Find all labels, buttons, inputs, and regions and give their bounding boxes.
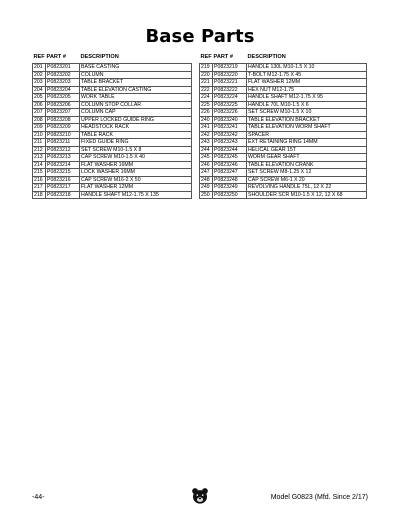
ref-cell: 210 bbox=[33, 131, 46, 139]
ref-cell: 250 bbox=[200, 191, 213, 199]
ref-cell: 224 bbox=[200, 94, 213, 102]
description-cell: HEADSTOCK RACK bbox=[80, 124, 192, 132]
part-number-cell: P0823214 bbox=[46, 161, 80, 169]
part-number-cell: P0823216 bbox=[46, 176, 80, 184]
description-cell: FLAT WASHER 16MM bbox=[80, 161, 192, 169]
table-row bbox=[200, 64, 367, 72]
ref-cell: 240 bbox=[200, 116, 213, 124]
ref-cell: 243 bbox=[200, 139, 213, 147]
ref-cell: 205 bbox=[33, 94, 46, 102]
part-number-cell: P0823211 bbox=[46, 139, 80, 147]
part-number-cell: P0823207 bbox=[46, 109, 80, 117]
part-number-cell: P0823215 bbox=[46, 169, 80, 177]
description-cell: TABLE ELEVATION CRANK bbox=[247, 161, 367, 169]
description-cell: TABLE RACK bbox=[80, 131, 192, 139]
table-row bbox=[33, 64, 192, 72]
part-number-cell: P0823225 bbox=[213, 101, 247, 109]
parts-table-right bbox=[199, 53, 367, 199]
part-number-cell: P0823202 bbox=[46, 71, 80, 79]
part-number-cell: P0823217 bbox=[46, 184, 80, 192]
ref-cell: 204 bbox=[33, 86, 46, 94]
ref-cell: 207 bbox=[33, 109, 46, 117]
ref-cell: 214 bbox=[33, 161, 46, 169]
part-number-header: PART # bbox=[46, 54, 66, 61]
part-number-cell: P0823203 bbox=[46, 79, 80, 87]
table-header-row bbox=[33, 53, 192, 64]
part-number-cell: P0823201 bbox=[46, 64, 80, 72]
table-row bbox=[200, 154, 367, 162]
table-row bbox=[33, 184, 192, 192]
ref-cell: 212 bbox=[33, 146, 46, 154]
ref-header: REF bbox=[200, 54, 212, 61]
part-number-cell: P0823222 bbox=[213, 86, 247, 94]
table-row bbox=[200, 71, 367, 79]
description-cell: FIXED GUIDE RING bbox=[80, 139, 192, 147]
ref-cell: 226 bbox=[200, 109, 213, 117]
part-number-cell: P0823250 bbox=[213, 191, 247, 199]
ref-cell: 215 bbox=[33, 169, 46, 177]
table-row bbox=[200, 191, 367, 199]
description-cell: SET SCREW M8-1.25 X 12 bbox=[247, 169, 367, 177]
ref-cell: 225 bbox=[200, 101, 213, 109]
description-cell: FLAT WASHER 12MM bbox=[80, 184, 192, 192]
table-row bbox=[33, 146, 192, 154]
ref-cell: 248 bbox=[200, 176, 213, 184]
table-row bbox=[200, 176, 367, 184]
part-number-cell: P0823206 bbox=[46, 101, 80, 109]
description-cell: COLUMN STOP COLLAR bbox=[80, 101, 192, 109]
part-number-cell: P0823249 bbox=[213, 184, 247, 192]
table-row bbox=[33, 94, 192, 102]
part-number-cell: P0823208 bbox=[46, 116, 80, 124]
part-number-header: PART # bbox=[213, 54, 233, 61]
part-number-cell: P0823205 bbox=[46, 94, 80, 102]
table-row bbox=[200, 94, 367, 102]
part-number-cell: P0823219 bbox=[213, 64, 247, 72]
ref-cell: 211 bbox=[33, 139, 46, 147]
description-cell: TABLE ELEVATION BRACKET bbox=[247, 116, 367, 124]
table-row bbox=[33, 176, 192, 184]
table-row bbox=[200, 131, 367, 139]
part-number-cell: P0823209 bbox=[46, 124, 80, 132]
table-row bbox=[33, 101, 192, 109]
table-row bbox=[200, 146, 367, 154]
bear-logo-icon bbox=[191, 487, 209, 505]
part-number-cell: P0823212 bbox=[46, 146, 80, 154]
description-cell: TABLE ELEVATION CASTING bbox=[80, 86, 192, 94]
description-cell: LOCK WASHER 16MM bbox=[80, 169, 192, 177]
ref-header: REF bbox=[33, 54, 45, 61]
description-cell: COLUMN CAP bbox=[80, 109, 192, 117]
ref-cell: 206 bbox=[33, 101, 46, 109]
page-title: Base Parts bbox=[145, 26, 255, 47]
ref-cell: 245 bbox=[200, 154, 213, 162]
parts-table-left bbox=[32, 53, 192, 199]
part-number-cell: P0823242 bbox=[213, 131, 247, 139]
table-row bbox=[200, 79, 367, 87]
ref-cell: 217 bbox=[33, 184, 46, 192]
description-cell: HANDLE SHAFT M12-1.75 X 95 bbox=[247, 94, 367, 102]
part-number-cell: P0823243 bbox=[213, 139, 247, 147]
description-cell: HANDLE 130L M10-1.5 X 10 bbox=[247, 64, 367, 72]
table-row bbox=[33, 71, 192, 79]
part-number-cell: P0823204 bbox=[46, 86, 80, 94]
ref-cell: 203 bbox=[33, 79, 46, 87]
description-cell: SHOULDER SCR M10-1.5 X 12, 12 X 68 bbox=[247, 191, 367, 199]
ref-cell: 242 bbox=[200, 131, 213, 139]
description-cell: CAP SCREW M10-1.5 X 40 bbox=[80, 154, 192, 162]
description-cell: CAP SCREW M16-2 X 50 bbox=[80, 176, 192, 184]
description-cell: HEX NUT M12-1.75 bbox=[247, 86, 367, 94]
table-row bbox=[200, 161, 367, 169]
table-row bbox=[200, 184, 367, 192]
part-number-cell: P0823221 bbox=[213, 79, 247, 87]
ref-cell: 213 bbox=[33, 154, 46, 162]
part-number-cell: P0823210 bbox=[46, 131, 80, 139]
ref-cell: 244 bbox=[200, 146, 213, 154]
table-row bbox=[200, 124, 367, 132]
part-number-cell: P0823241 bbox=[213, 124, 247, 132]
description-cell: CAP SCREW M6-1 X 20 bbox=[247, 176, 367, 184]
ref-cell: 201 bbox=[33, 64, 46, 72]
ref-cell: 219 bbox=[200, 64, 213, 72]
description-cell: TABLE ELEVATION WORM SHAFT bbox=[247, 124, 367, 132]
description-header: DESCRIPTION bbox=[247, 54, 286, 61]
part-number-cell: P0823244 bbox=[213, 146, 247, 154]
description-cell: SPACER bbox=[247, 131, 367, 139]
description-cell: BASE CASTING bbox=[80, 64, 192, 72]
page-number: -44- bbox=[32, 494, 45, 501]
description-cell: UPPER LOCKED GUIDE RING bbox=[80, 116, 192, 124]
part-number-cell: P0823245 bbox=[213, 154, 247, 162]
description-cell: HANDLE SHAFT M12-1.75 X 135 bbox=[80, 191, 192, 199]
ref-cell: 218 bbox=[33, 191, 46, 199]
description-cell: HANDLE 70L M10-1.5 X 6 bbox=[247, 101, 367, 109]
table-row bbox=[33, 191, 192, 199]
table-row bbox=[33, 116, 192, 124]
table-row bbox=[200, 139, 367, 147]
description-cell: WORM GEAR SHAFT bbox=[247, 154, 367, 162]
description-cell: SET SCREW M10-1.5 X 10 bbox=[247, 109, 367, 117]
ref-cell: 247 bbox=[200, 169, 213, 177]
ref-cell: 209 bbox=[33, 124, 46, 132]
description-cell: HELICAL GEAR 15T bbox=[247, 146, 367, 154]
table-row bbox=[33, 169, 192, 177]
part-number-cell: P0823224 bbox=[213, 94, 247, 102]
part-number-cell: P0823218 bbox=[46, 191, 80, 199]
table-row bbox=[33, 139, 192, 147]
table-row bbox=[200, 86, 367, 94]
ref-cell: 220 bbox=[200, 71, 213, 79]
ref-cell: 246 bbox=[200, 161, 213, 169]
table-row bbox=[33, 109, 192, 117]
part-number-cell: P0823213 bbox=[46, 154, 80, 162]
description-header: DESCRIPTION bbox=[80, 54, 119, 61]
part-number-cell: P0823247 bbox=[213, 169, 247, 177]
ref-cell: 222 bbox=[200, 86, 213, 94]
description-cell: COLUMN bbox=[80, 71, 192, 79]
table-row bbox=[200, 109, 367, 117]
description-cell: T-BOLT M12-1.75 X 45 bbox=[247, 71, 367, 79]
description-cell: EXT RETAINING RING 14MM bbox=[247, 139, 367, 147]
table-row bbox=[33, 124, 192, 132]
table-row bbox=[33, 154, 192, 162]
table-row bbox=[200, 169, 367, 177]
description-cell: TABLE BRACKET bbox=[80, 79, 192, 87]
ref-cell: 202 bbox=[33, 71, 46, 79]
table-row bbox=[200, 101, 367, 109]
part-number-cell: P0823226 bbox=[213, 109, 247, 117]
ref-cell: 249 bbox=[200, 184, 213, 192]
ref-cell: 208 bbox=[33, 116, 46, 124]
table-row bbox=[33, 86, 192, 94]
description-cell: FLAT WASHER 12MM bbox=[247, 79, 367, 87]
description-cell: WORK TABLE bbox=[80, 94, 192, 102]
model-info: Model G0823 (Mfd. Since 2/17) bbox=[270, 494, 368, 501]
ref-cell: 216 bbox=[33, 176, 46, 184]
part-number-cell: P0823220 bbox=[213, 71, 247, 79]
part-number-cell: P0823246 bbox=[213, 161, 247, 169]
part-number-cell: P0823248 bbox=[213, 176, 247, 184]
description-cell: REVOLVING HANDLE 75L, 12 X 22 bbox=[247, 184, 367, 192]
part-number-cell: P0823240 bbox=[213, 116, 247, 124]
ref-cell: 241 bbox=[200, 124, 213, 132]
table-row bbox=[33, 131, 192, 139]
table-row bbox=[33, 79, 192, 87]
ref-cell: 221 bbox=[200, 79, 213, 87]
table-row bbox=[200, 116, 367, 124]
table-header-row bbox=[200, 53, 367, 64]
table-row bbox=[33, 161, 192, 169]
description-cell: SET SCREW M10-1.5 X 8 bbox=[80, 146, 192, 154]
